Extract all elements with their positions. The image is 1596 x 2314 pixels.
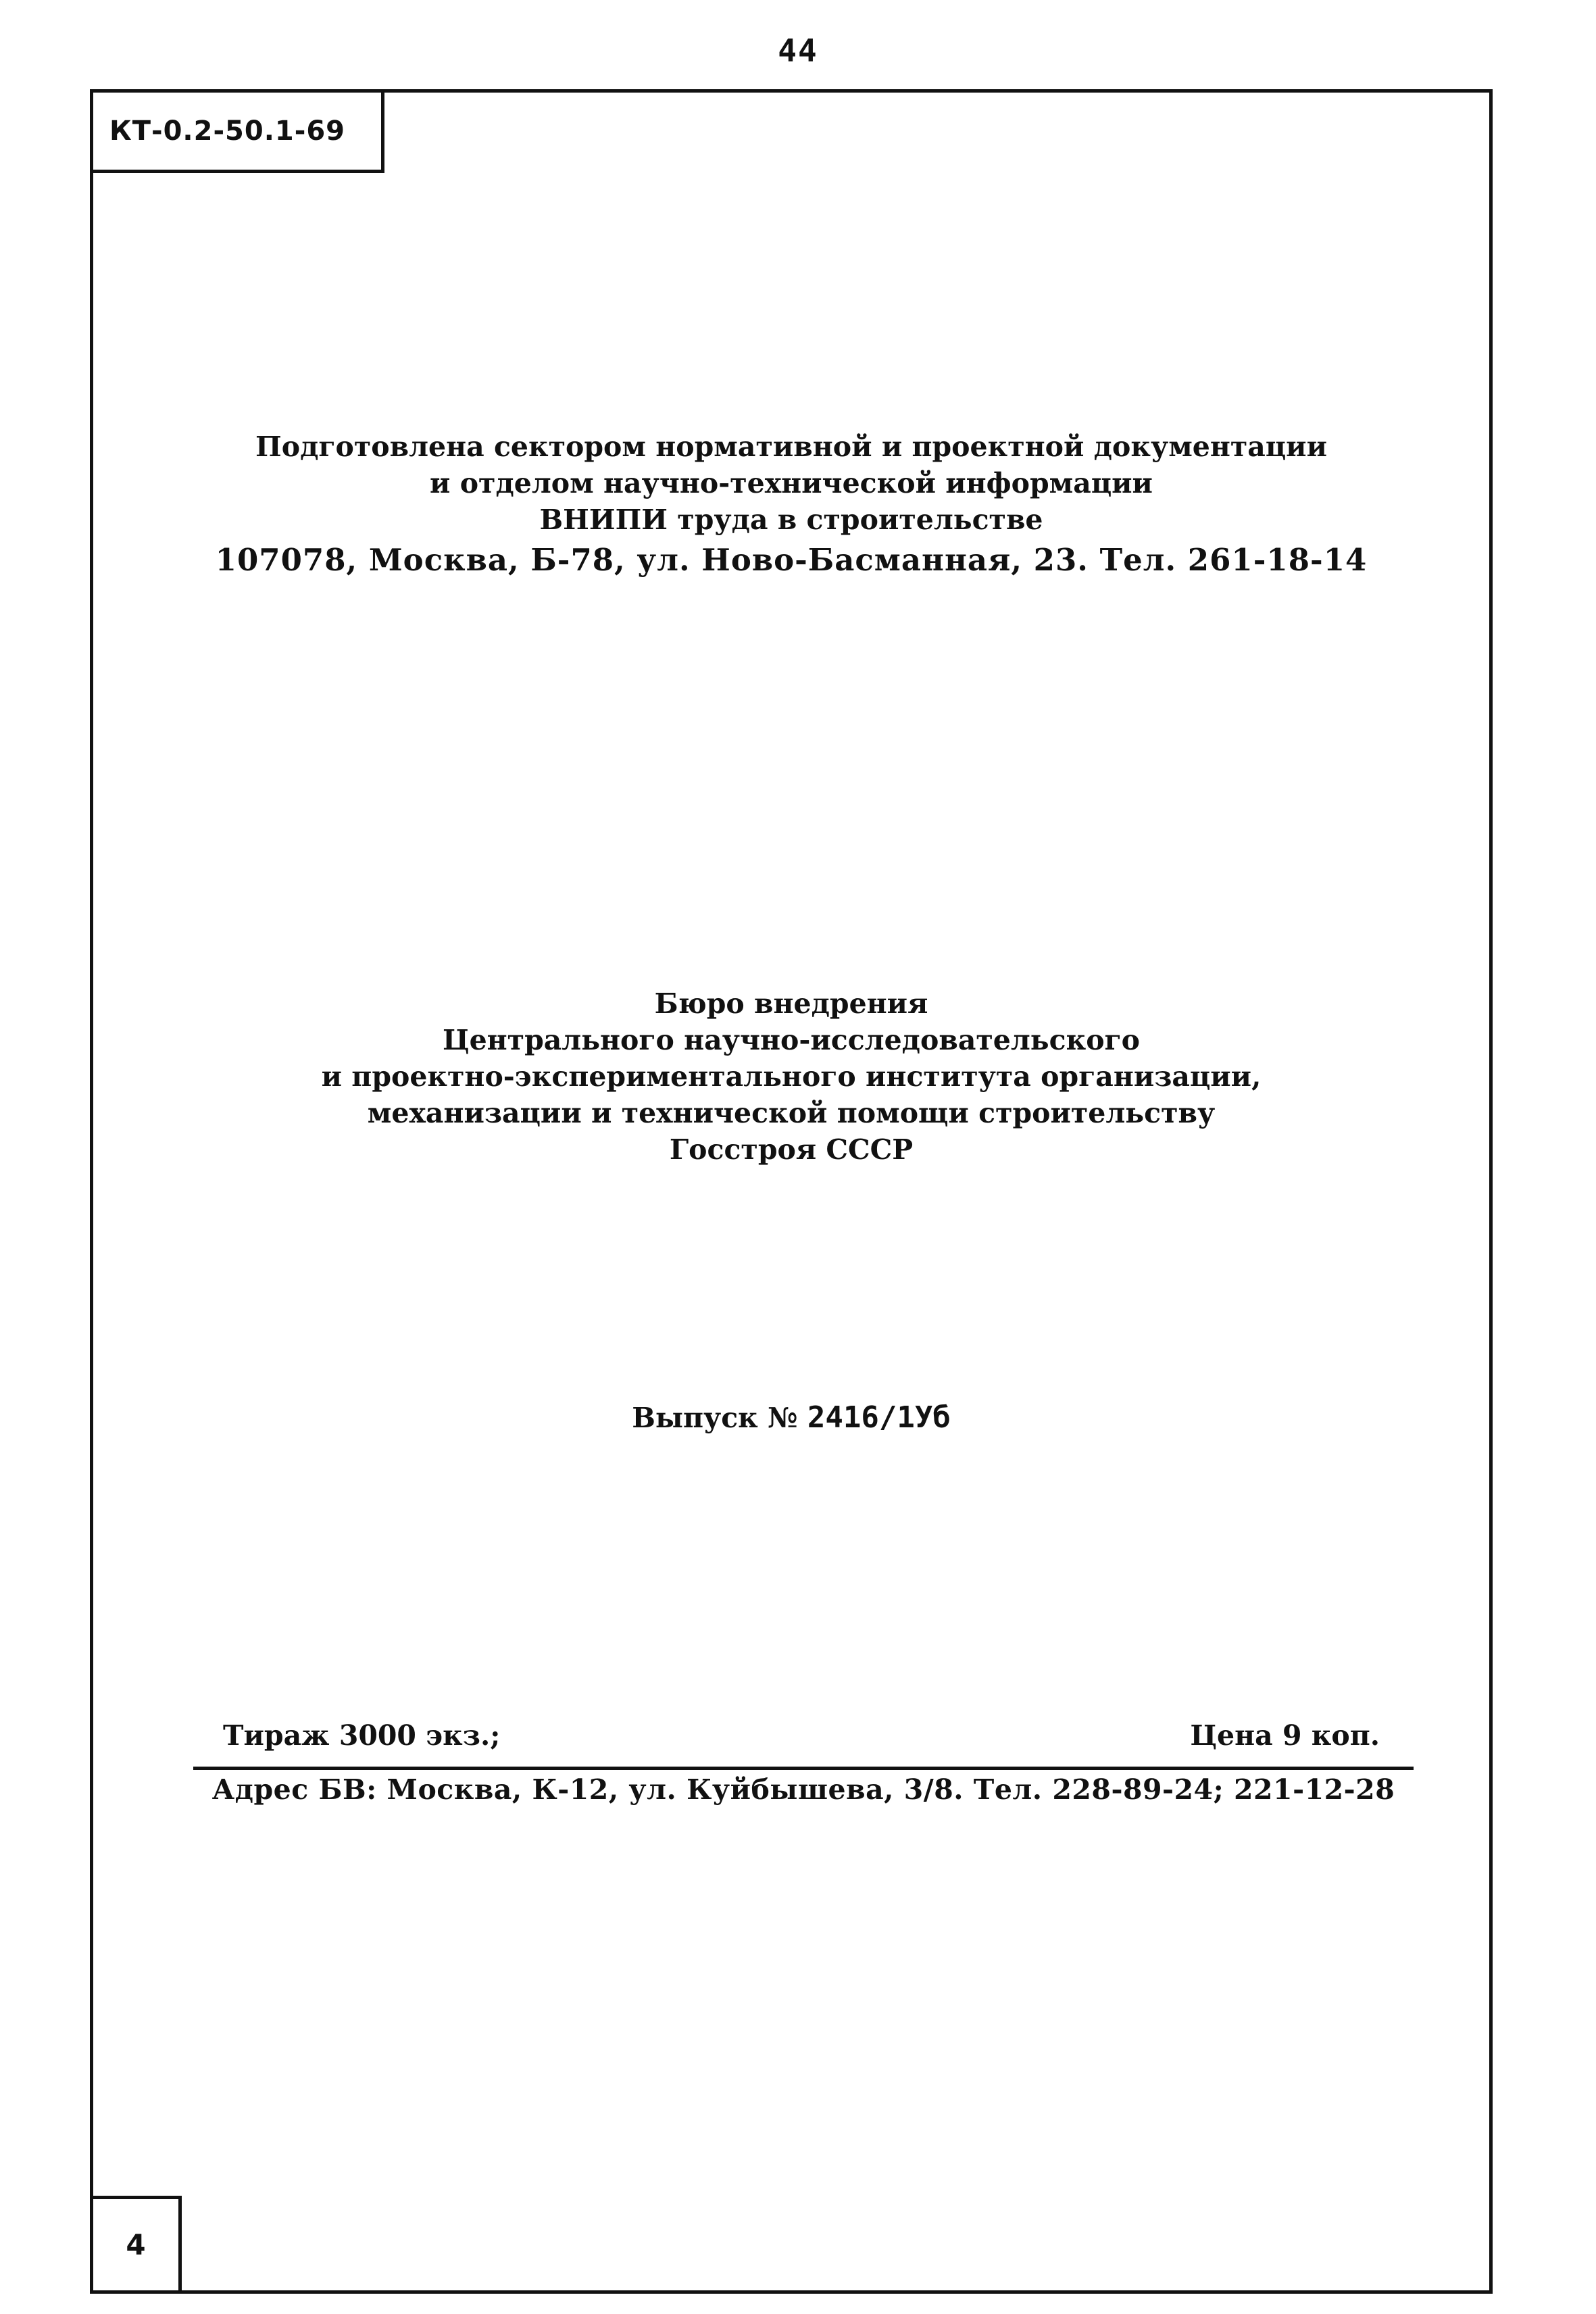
footer-divider [193, 1767, 1414, 1770]
prepared-line-3: ВНИПИ труда в строительстве [539, 503, 1043, 536]
circulation-text: Тираж 3000 экз.; [223, 1719, 501, 1752]
page-number: 44 [778, 32, 818, 69]
prepared-line-1: Подготовлена сектором нормативной и проектной документации [255, 430, 1327, 463]
sheet-number-box [90, 2196, 182, 2294]
issue-number: 2416/1Уб [807, 1400, 951, 1435]
sheet-number: 4 [126, 2228, 146, 2261]
bureau-line-4: механизации и технической помощи строительству [367, 1097, 1216, 1129]
bureau-line-2: Центрального научно-исследовательского [442, 1024, 1141, 1056]
issue-line [90, 1400, 1493, 1435]
bureau-line-5: Госстроя СССР [669, 1133, 914, 1166]
bureau-line-1: Бюро внедрения [654, 987, 928, 1020]
footer-row [223, 1719, 1380, 1752]
prepared-address: 107078, Москва, Б-78, ул. Ново-Басманная, 23. Тел. 261-18-14 [215, 542, 1368, 578]
page-frame [90, 89, 1493, 2294]
prepared-by-block [90, 428, 1493, 583]
bureau-line-3: и проектно-экспериментального института организации, [321, 1060, 1262, 1093]
document-code: КТ-0.2-50.1-69 [109, 116, 345, 147]
bureau-block [90, 985, 1493, 1168]
document-code-stamp [90, 89, 384, 173]
publisher-address: Адрес БВ: Москва, К-12, ул. Куйбышева, 3/8. Тел. 228-89-24; 221-12-28 [211, 1773, 1395, 1806]
price-text: Цена 9 коп. [1190, 1719, 1380, 1752]
prepared-line-2: и отделом научно-технической информации [430, 467, 1153, 499]
issue-label: Выпуск № [632, 1402, 798, 1434]
